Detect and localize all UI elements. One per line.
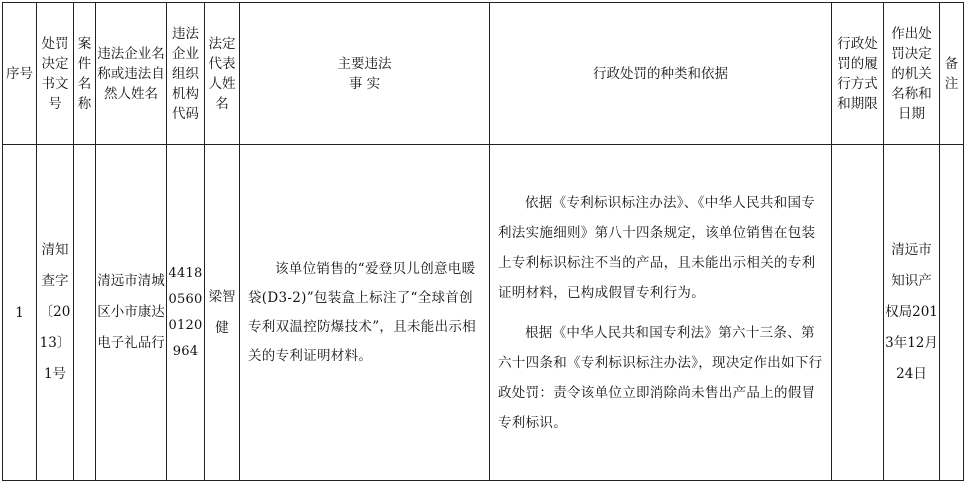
header-main-facts <box>240 3 490 145</box>
cell-main-facts <box>240 145 490 481</box>
record-main-facts: 该单位销售的“爱登贝儿创意电暖袋(D3-2)”包装盒上标注了“全球首创专利双温控防爆技术”，且未能出示相关的专利证明材料。 <box>248 260 477 364</box>
header-authority-date <box>884 3 940 145</box>
header-case-name <box>74 3 96 145</box>
header-execution <box>832 3 884 145</box>
header-seq <box>3 3 37 145</box>
penalty-disclosure-table <box>2 2 964 481</box>
header-doc-no-label: 处罚决定书文号 <box>41 35 69 112</box>
record-penalty-decision: 根据《中华人民共和国专利法》第六十三条、第六十四条和《专利标识标注办法》，现决定作出如下行政处罚：责令该单位立即消除尚未售出产品上的假冒专利标识。 <box>498 324 823 431</box>
record-org-code: 441805600120964 <box>168 265 203 359</box>
header-authority-date-label: 作出处罚决定的机关名称和日期 <box>891 25 932 122</box>
cell-remarks <box>940 145 964 481</box>
header-penalty-type <box>490 3 832 145</box>
header-main-facts-line2: 事 实 <box>348 75 381 92</box>
cell-execution <box>832 145 884 481</box>
header-doc-no <box>37 3 74 145</box>
header-main-facts-line1: 主要违法 <box>337 55 392 72</box>
header-entity-name <box>96 3 167 145</box>
header-case-name-label: 案件名称 <box>77 35 92 112</box>
header-legal-rep-label: 法定代表人姓名 <box>208 35 236 112</box>
cell-legal-rep <box>205 145 240 481</box>
record-doc-no: 清知查字〔2013〕1号 <box>39 242 71 382</box>
cell-penalty-type <box>490 145 832 481</box>
header-entity-name-label: 违法企业名称或违法自然人姓名 <box>97 45 165 102</box>
record-seq: 1 <box>15 304 24 321</box>
record-entity-name: 清远市清城区小市康达电子礼品行 <box>97 273 165 351</box>
cell-doc-no <box>37 145 74 481</box>
header-remarks-label: 备注 <box>944 55 959 92</box>
header-execution-label: 行政处罚的履行方式和期限 <box>837 35 878 112</box>
header-remarks <box>940 3 964 145</box>
cell-authority-date <box>884 145 940 481</box>
record-authority-date: 清远市知识产权局2013年12月24日 <box>885 242 938 382</box>
header-penalty-type-label: 行政处罚的种类和依据 <box>593 65 728 82</box>
header-org-code-label: 违法企业组织机构代码 <box>172 25 199 122</box>
cell-org-code <box>167 145 205 481</box>
cell-seq <box>3 145 37 481</box>
record-legal-rep: 梁智健 <box>208 288 236 336</box>
cell-entity-name <box>96 145 167 481</box>
header-seq-label: 序号 <box>6 65 33 82</box>
header-legal-rep <box>205 3 240 145</box>
header-org-code <box>167 3 205 145</box>
cell-case-name <box>74 145 96 481</box>
header-row <box>3 3 964 145</box>
table-row <box>3 145 964 481</box>
record-penalty-basis: 依据《专利标识标注办法》、《中华人民共和国专利法实施细则》第八十四条规定，该单位销售在包装上专利标识标注不当的产品，且未能出示相关的专利证明材料，已构成假冒专利行为。 <box>498 194 816 301</box>
